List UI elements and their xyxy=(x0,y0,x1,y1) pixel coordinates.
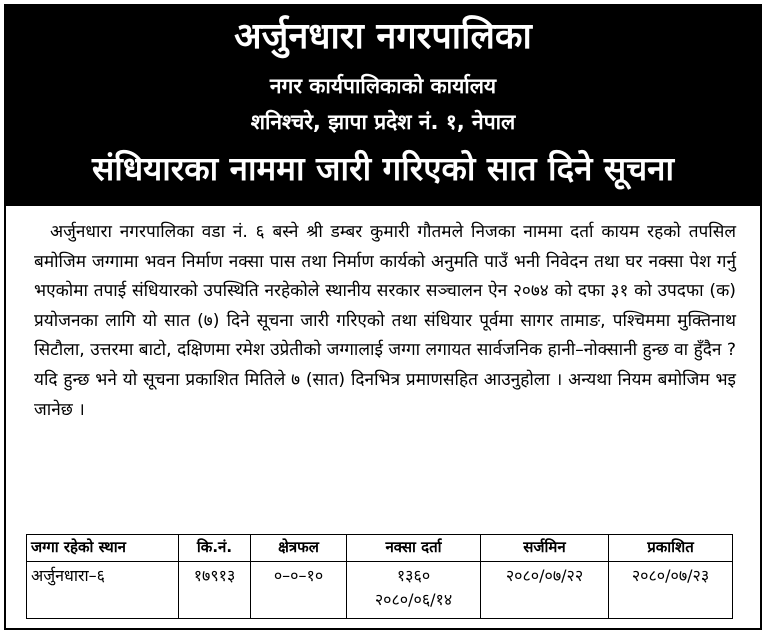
col-header-location: जग्गा रहेको स्थान xyxy=(27,535,179,562)
col-header-prakashit: प्रकाशित xyxy=(609,535,733,562)
naksa-date: २०८०/०६/१४ xyxy=(374,590,453,609)
notice-header xyxy=(6,6,760,206)
col-header-kitta: कि.नं. xyxy=(179,535,251,562)
municipality-title: अर्जुनधारा नगरपालिका xyxy=(234,16,532,57)
col-header-area: क्षेत्रफल xyxy=(251,535,347,562)
notice-title: संधियारका नाममा जारी गरिएको सात दिने सूचना xyxy=(91,149,675,188)
table-header-row xyxy=(27,535,733,562)
cell-prakashit: २०८०/०७/२३ xyxy=(609,562,733,619)
cell-sarjamin: २०८०/०७/२२ xyxy=(481,562,609,619)
cell-kitta: १७९१३ xyxy=(179,562,251,619)
notice-body: अर्जुनधारा नगरपालिका वडा नं. ६ बस्ने श्री डम्बर कुमारी गौतमले निजका नाममा दर्ता कायम रहको तपसिल बमोजिम जग्गामा भवन निर्माण नक्सा पास तथा निर्माण कार्यको अनुमति पाउँ भनी निवेदन तथा घर नक्सा पेश गर्नु भएकोमा तपाई संधियारको उपस्थिति नरहेकोले स्थानीय सरकार सञ्चालन ऐन २०७४ को दफा ३१ को उपदफा (क) प्रयोजनका लागि यो सात (७) दिने सूचना जारी गरिएको तथा संधियार पूर्वमा सागर तामाङ, पश्चिममा मुक्तिनाथ सिटौला, उत्तरमा बाटो, दक्षिणमा रमेश उप्रेतीको जग्गालाई जग्गा लगायत सार्वजनिक हानी–नोक्सानी हुन्छ वा हुँदैन ? यदि हुन्छ भने यो सूचना प्रकाशित मितिले ७ (सात) दिनभित्र प्रमाणसहित आउनुहोला । अन्यथा नियम बमोजिम भइ जानेछ । xyxy=(34,222,736,420)
col-header-sarjamin: सर्जमिन xyxy=(481,535,609,562)
naksa-number: १३६० xyxy=(396,566,431,585)
cell-area: ०–०–१० xyxy=(251,562,347,619)
col-header-naksa: नक्सा दर्ता xyxy=(347,535,481,562)
land-details-table xyxy=(26,534,733,619)
office-name: नगर कार्यपालिकाको कार्यालय xyxy=(269,74,497,98)
table-row xyxy=(27,562,733,619)
office-address: शनिश्चरे, झापा प्रदेश नं. १, नेपाल xyxy=(250,110,516,134)
cell-location: अर्जुनधारा–६ xyxy=(27,562,179,619)
cell-naksa xyxy=(347,562,481,619)
